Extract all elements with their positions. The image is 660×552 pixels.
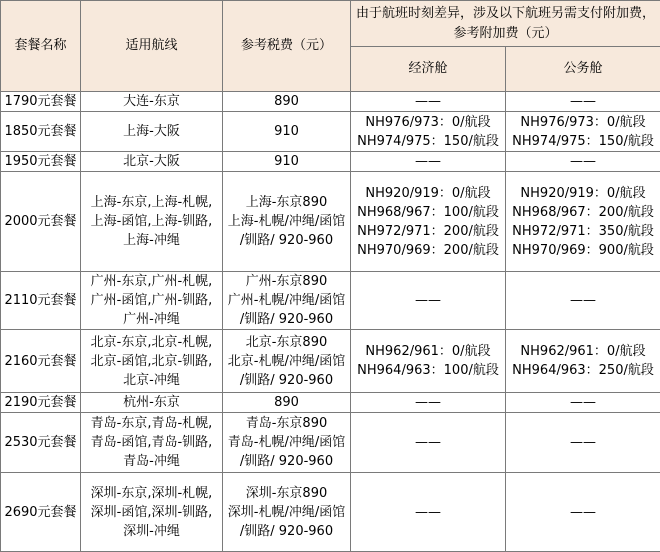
economy-surcharge-cell: [351, 112, 506, 152]
business-surcharge-cell: [506, 172, 660, 272]
header-surcharge-line2: 参考附加费（元）: [351, 24, 660, 44]
economy-surcharge-cell: [351, 172, 506, 272]
business-surcharge-line: NH976/973：0/航段: [506, 113, 660, 132]
business-surcharge-line: ——: [506, 291, 660, 310]
tax-line: 北京-札幌/冲绳/函馆: [223, 352, 350, 371]
economy-surcharge-line: ——: [351, 291, 505, 310]
business-surcharge-line: ——: [506, 152, 660, 171]
header-surcharge: [351, 1, 660, 47]
table-body: [1, 92, 660, 552]
economy-surcharge-line: NH920/919：0/航段: [351, 184, 505, 203]
economy-surcharge-cell: [351, 393, 506, 413]
tax-cell: [223, 112, 351, 152]
package-cell: 1850元套餐: [1, 112, 81, 152]
business-surcharge-line: NH970/969：900/航段: [506, 241, 660, 260]
business-surcharge-line: NH974/975：150/航段: [506, 132, 660, 151]
package-cell: 1950元套餐: [1, 152, 81, 172]
tax-line: /钏路/ 920-960: [223, 371, 350, 390]
route-line: 广州-函馆,广州-钏路,: [81, 291, 222, 310]
package-cell: 1790元套餐: [1, 92, 81, 112]
route-line: 北京-函馆,北京-钏路,: [81, 352, 222, 371]
tax-line: 青岛-札幌/冲绳/函馆: [223, 433, 350, 452]
business-surcharge-line: ——: [506, 92, 660, 111]
business-surcharge-line: NH972/971：350/航段: [506, 222, 660, 241]
route-cell: [81, 92, 223, 112]
route-line: 北京-东京,北京-札幌,: [81, 333, 222, 352]
tax-line: 910: [223, 122, 350, 141]
route-line: 上海-冲绳: [81, 231, 222, 250]
tax-line: 深圳-札幌/冲绳/函馆: [223, 503, 350, 522]
tax-cell: [223, 330, 351, 393]
tax-line: 890: [223, 92, 350, 111]
tax-line: /钏路/ 920-960: [223, 310, 350, 329]
header-tax: 参考税费（元）: [223, 1, 351, 92]
route-line: 广州-东京,广州-札幌,: [81, 272, 222, 291]
route-cell: [81, 330, 223, 393]
tax-line: /钏路/ 920-960: [223, 452, 350, 471]
route-line: 青岛-冲绳: [81, 452, 222, 471]
business-surcharge-cell: [506, 272, 660, 330]
economy-surcharge-line: ——: [351, 152, 505, 171]
route-cell: [81, 272, 223, 330]
table-row: [1, 92, 660, 112]
economy-surcharge-cell: [351, 330, 506, 393]
business-surcharge-line: NH962/961：0/航段: [506, 342, 660, 361]
header-route: 适用航线: [81, 1, 223, 92]
package-cell: 2530元套餐: [1, 413, 81, 473]
tax-line: 890: [223, 393, 350, 412]
route-line: 上海-大阪: [81, 122, 222, 141]
business-surcharge-cell: [506, 393, 660, 413]
business-surcharge-cell: [506, 413, 660, 473]
business-surcharge-cell: [506, 473, 660, 552]
route-line: 上海-函馆,上海-钏路,: [81, 212, 222, 231]
tax-line: /钏路/ 920-960: [223, 522, 350, 541]
table-row: [1, 413, 660, 473]
business-surcharge-line: NH920/919：0/航段: [506, 184, 660, 203]
route-line: 深圳-函馆,深圳-钏路,: [81, 503, 222, 522]
table-row: [1, 330, 660, 393]
tax-line: 910: [223, 152, 350, 171]
economy-surcharge-line: NH974/975：150/航段: [351, 132, 505, 151]
economy-surcharge-line: NH976/973：0/航段: [351, 113, 505, 132]
header-package: 套餐名称: [1, 1, 81, 92]
tax-cell: [223, 152, 351, 172]
route-cell: [81, 413, 223, 473]
tax-line: 广州-东京890: [223, 272, 350, 291]
business-surcharge-cell: [506, 112, 660, 152]
economy-surcharge-line: NH970/969：200/航段: [351, 241, 505, 260]
business-surcharge-line: ——: [506, 433, 660, 452]
route-cell: [81, 393, 223, 413]
economy-surcharge-line: ——: [351, 393, 505, 412]
route-cell: [81, 172, 223, 272]
economy-surcharge-cell: [351, 413, 506, 473]
route-cell: [81, 112, 223, 152]
route-line: 青岛-东京,青岛-札幌,: [81, 414, 222, 433]
economy-surcharge-line: ——: [351, 503, 505, 522]
route-cell: [81, 473, 223, 552]
route-line: 大连-东京: [81, 92, 222, 111]
route-line: 青岛-函馆,青岛-钏路,: [81, 433, 222, 452]
package-cell: 2000元套餐: [1, 172, 81, 272]
tax-cell: [223, 473, 351, 552]
route-line: 广州-冲绳: [81, 310, 222, 329]
table-row: [1, 393, 660, 413]
tax-line: 上海-札幌/冲绳/函馆: [223, 212, 350, 231]
economy-surcharge-line: ——: [351, 433, 505, 452]
economy-surcharge-cell: [351, 152, 506, 172]
header-economy: 经济舱: [351, 47, 506, 92]
tax-line: 深圳-东京890: [223, 484, 350, 503]
route-line: 北京-冲绳: [81, 371, 222, 390]
package-cell: 2190元套餐: [1, 393, 81, 413]
tax-line: /钏路/ 920-960: [223, 231, 350, 250]
route-line: 深圳-冲绳: [81, 522, 222, 541]
tax-cell: [223, 172, 351, 272]
route-line: 深圳-东京,深圳-札幌,: [81, 484, 222, 503]
business-surcharge-cell: [506, 152, 660, 172]
table-row: [1, 152, 660, 172]
economy-surcharge-cell: [351, 473, 506, 552]
package-cell: 2110元套餐: [1, 272, 81, 330]
route-cell: [81, 152, 223, 172]
route-line: 北京-大阪: [81, 152, 222, 171]
economy-surcharge-line: ——: [351, 92, 505, 111]
business-surcharge-cell: [506, 92, 660, 112]
header-surcharge-line1: 由于航班时刻差异，涉及以下航班另需支付附加费，: [351, 4, 660, 24]
tax-cell: [223, 413, 351, 473]
tax-line: 青岛-东京890: [223, 414, 350, 433]
table-row: [1, 272, 660, 330]
tax-cell: [223, 92, 351, 112]
business-surcharge-line: ——: [506, 393, 660, 412]
package-cell: 2160元套餐: [1, 330, 81, 393]
tax-line: 北京-东京890: [223, 333, 350, 352]
package-cell: 2690元套餐: [1, 473, 81, 552]
table-row: [1, 172, 660, 272]
economy-surcharge-line: NH964/963：100/航段: [351, 361, 505, 380]
tax-line: 上海-东京890: [223, 193, 350, 212]
economy-surcharge-cell: [351, 272, 506, 330]
business-surcharge-line: NH964/963：250/航段: [506, 361, 660, 380]
route-line: 杭州-东京: [81, 393, 222, 412]
economy-surcharge-line: NH968/967：100/航段: [351, 203, 505, 222]
economy-surcharge-line: NH972/971：200/航段: [351, 222, 505, 241]
tax-cell: [223, 272, 351, 330]
table-row: [1, 112, 660, 152]
business-surcharge-cell: [506, 330, 660, 393]
tax-cell: [223, 393, 351, 413]
tax-line: 广州-札幌/冲绳/函馆: [223, 291, 350, 310]
route-line: 上海-东京,上海-札幌,: [81, 193, 222, 212]
business-surcharge-line: NH968/967：200/航段: [506, 203, 660, 222]
table-row: [1, 473, 660, 552]
economy-surcharge-cell: [351, 92, 506, 112]
economy-surcharge-line: NH962/961：0/航段: [351, 342, 505, 361]
header-business: 公务舱: [506, 47, 660, 92]
business-surcharge-line: ——: [506, 503, 660, 522]
